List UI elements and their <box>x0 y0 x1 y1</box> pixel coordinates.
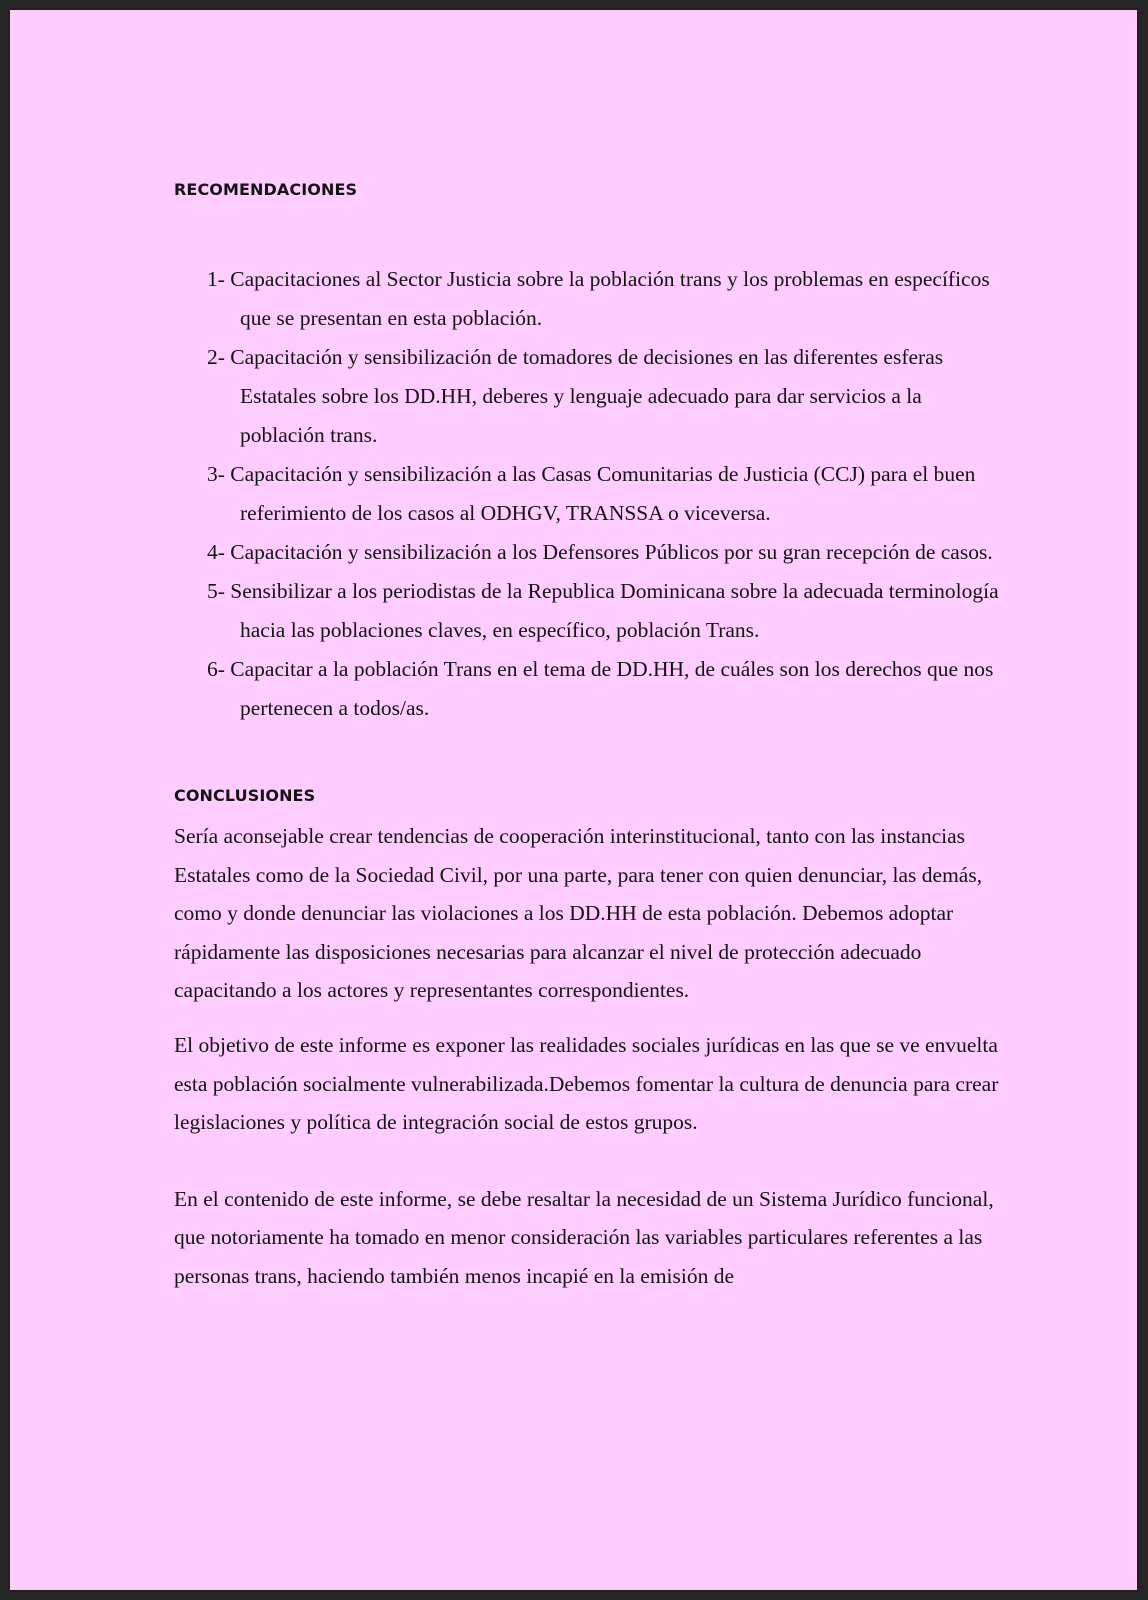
recommendation-item-6: 6- Capacitar a la población Trans en el tema de DD.HH, de cuáles son los derechos que nos pertenecen a todos/as. <box>207 657 994 720</box>
conclusions-paragraph-3: En el contenido de este informe, se debe resaltar la necesidad de un Sistema Jurídico funcional, que notoriamente ha tomado en menor consideración las variables particulares referentes a las personas trans, haciendo también menos incapié en la emisión de <box>174 1186 994 1288</box>
recommendation-item-3: 3- Capacitación y sensibilización a las Casas Comunitarias de Justicia (CCJ) para el buen referimiento de los casos al ODHGV, TRANSSA o viceversa. <box>207 462 976 525</box>
recommendations-list <box>174 260 1004 728</box>
document-page <box>10 10 1137 1590</box>
recommendations-heading: RECOMENDACIONES <box>174 180 358 199</box>
conclusions-paragraph-2: El objetivo de este informe es exponer las realidades sociales jurídicas en las que se ve envuelta esta población socialmente vulnerabilizada.Debemos fomentar la cultura de denuncia para crear legislaciones y política de integración social de estos grupos. <box>174 1032 999 1135</box>
recommendation-item-5: 5- Sensibilizar a los periodistas de la Republica Dominicana sobre la adecuada terminología hacia las poblaciones claves, en específico, población Trans. <box>207 579 999 642</box>
conclusions-paragraph-1: Sería aconsejable crear tendencias de cooperación interinstitucional, tanto con las instancias Estatales como de la Sociedad Civil, por una parte, para tener con quien denunciar, las demás, como y donde denunciar las violaciones a los DD.HH de esta población. Debemos adoptar rápidamente las disposiciones necesarias para alcanzar el nivel de protección adecuado capacitando a los actores y representantes correspondientes. <box>174 824 983 1003</box>
recommendation-item-4: 4- Capacitación y sensibilización a los Defensores Públicos por su gran recepción de casos. <box>207 540 993 564</box>
page-content <box>174 180 1004 1296</box>
recommendation-item-2: 2- Capacitación y sensibilización de tomadores de decisiones en las diferentes esferas Estatales sobre los DD.HH, deberes y lenguaje adecuado para dar servicios a la población trans. <box>207 345 944 447</box>
recommendation-item-1: 1- Capacitaciones al Sector Justicia sobre la población trans y los problemas en específicos que se presentan en esta población. <box>207 267 990 330</box>
conclusions-heading: CONCLUSIONES <box>174 786 316 805</box>
